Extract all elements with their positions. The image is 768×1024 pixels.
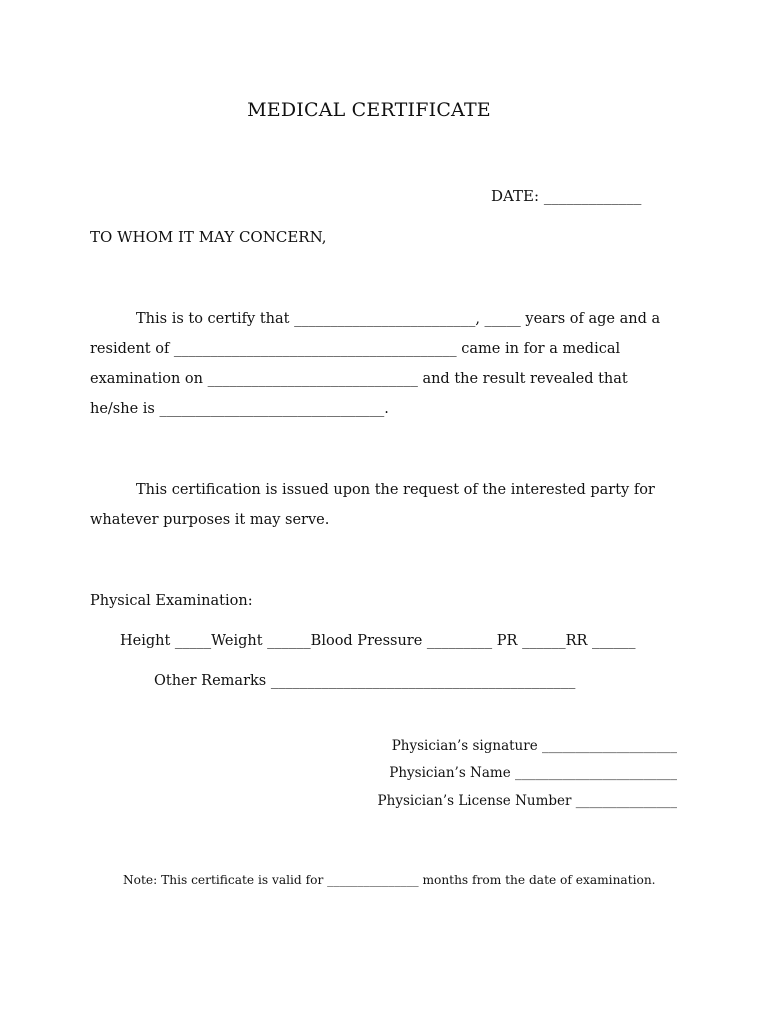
other-remarks-line: Other Remarks __________________________________________ [154,673,576,689]
document-title: MEDICAL CERTIFICATE [247,99,491,121]
physical-exam-heading: Physical Examination: [90,593,253,609]
vitals-line: Height _____Weight ______Blood Pressure _________ PR ______RR ______ [120,633,636,649]
salutation: TO WHOM IT MAY CONCERN, [90,228,327,246]
physician-license-line: Physician’s License Number _______________ [377,793,677,809]
paragraph-line: whatever purposes it may serve. [90,512,330,528]
physician-signature-line: Physician’s signature ____________________ [391,738,677,754]
paragraph-line: examination on _____________________________ and the result revealed that [90,371,628,387]
physician-name-line: Physician’s Name ________________________ [389,765,677,781]
paragraph-line: he/she is _______________________________. [90,401,389,417]
paragraph-line: This is to certify that _________________________, _____ years of age and a [136,311,661,327]
paragraph-line: This certification is issued upon the request of the interested party for [136,482,655,498]
paragraph-line: resident of _______________________________________ came in for a medical [90,341,621,357]
date-field-line: DATE: _____________ [491,187,642,205]
validity-note: Note: This certificate is valid for _______________ months from the date of examination. [123,873,656,887]
